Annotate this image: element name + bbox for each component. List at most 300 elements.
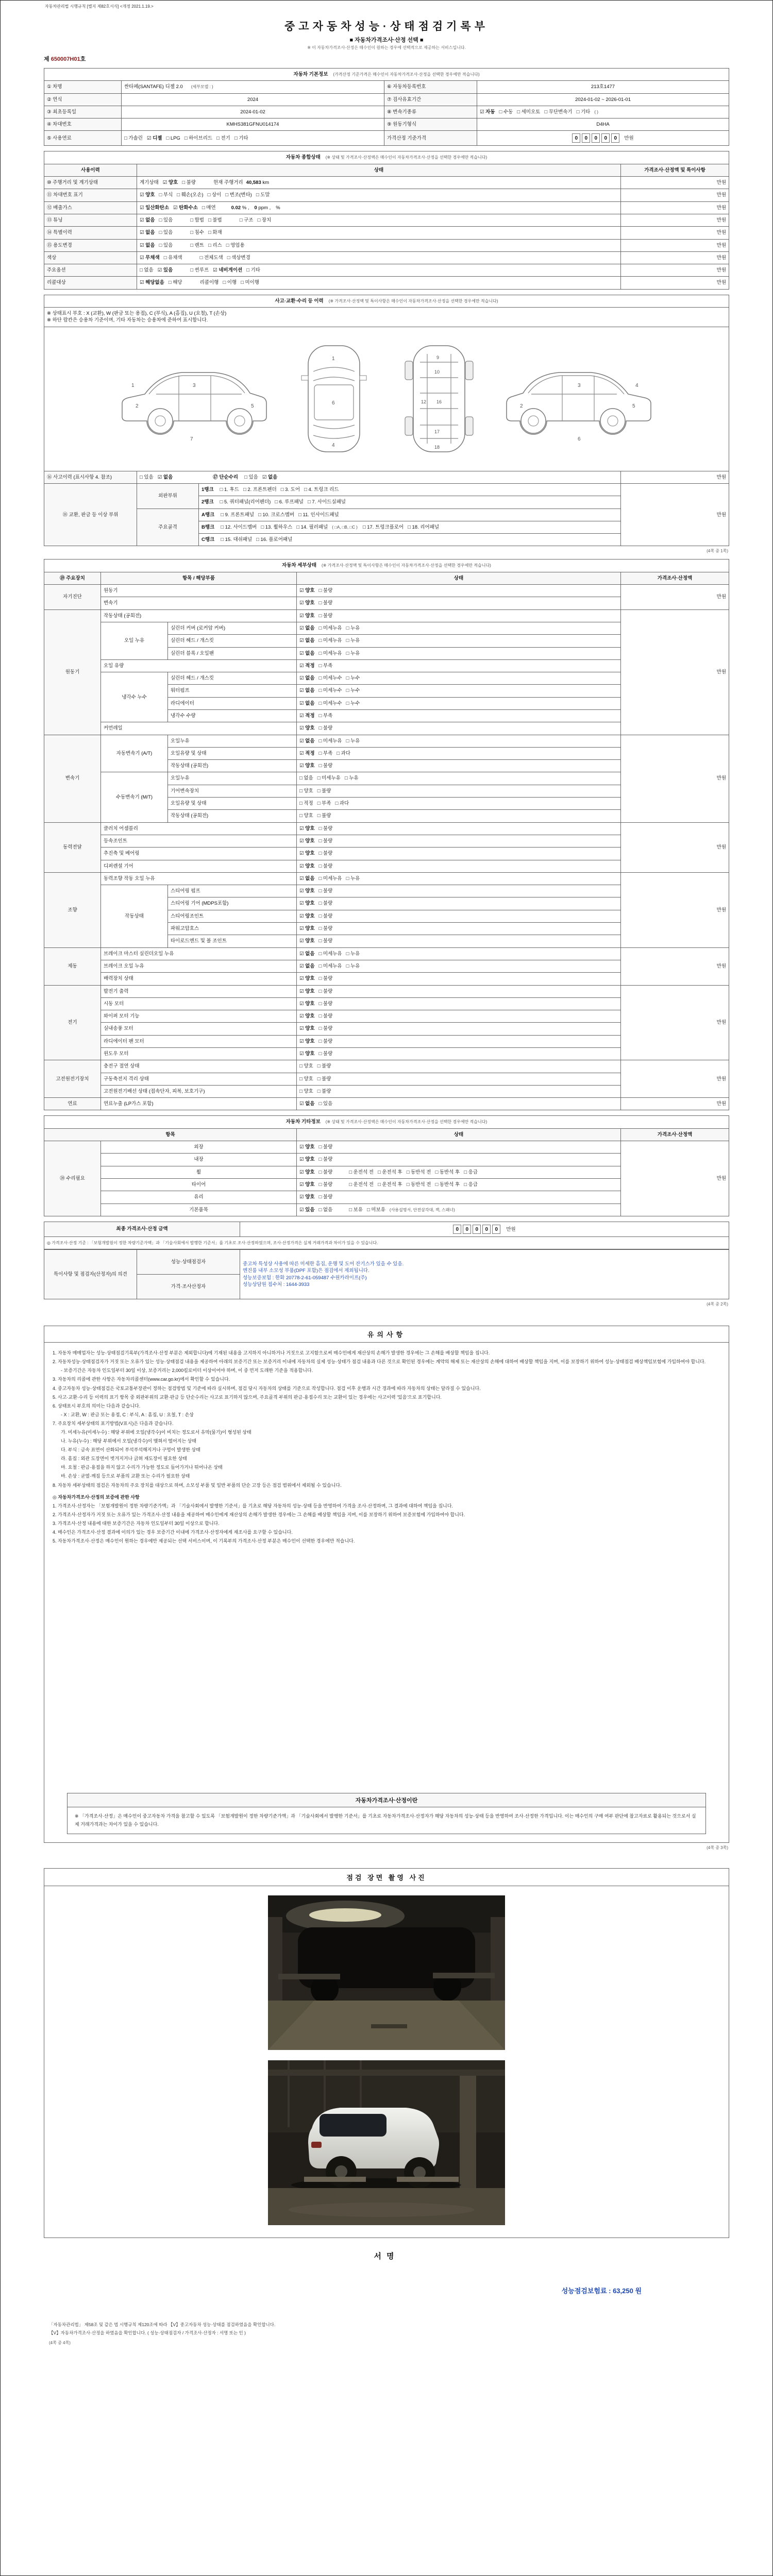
checkbox[interactable]: □ 불량 [318, 1013, 333, 1020]
cell [137, 227, 621, 239]
cell: 라디에이터 [168, 697, 297, 709]
checkbox-group [299, 1170, 337, 1175]
checkbox[interactable]: □ 5. 쿼터패널(리어펜더) [220, 499, 271, 505]
checkbox[interactable]: □ 7. 사이드실패널 [307, 499, 346, 505]
checkbox-checked[interactable]: ☑ 양호 [299, 1194, 315, 1200]
checkbox[interactable]: □ 운전석 후 [377, 1181, 402, 1188]
checkbox-checked[interactable]: ☑ 양호 [299, 838, 315, 844]
checkbox[interactable]: □ 영업용 [226, 242, 245, 248]
transmission-value [477, 106, 729, 118]
text: 만원 [624, 135, 634, 142]
checkbox[interactable]: □ 미세누수 [318, 675, 342, 682]
cell: 만원 [620, 1060, 729, 1098]
checkbox-group [299, 963, 364, 969]
checkbox[interactable]: □ 있음 [244, 474, 258, 480]
checkbox-checked[interactable]: ☑ 자동 [480, 109, 495, 115]
checkbox[interactable]: □ 있음 [159, 230, 173, 236]
checkbox-checked[interactable]: ☑ 양호 [299, 1001, 315, 1007]
checkbox[interactable]: □ 불량 [318, 600, 333, 606]
checkbox-checked[interactable]: ☑ 양호 [299, 1038, 315, 1044]
checkbox[interactable]: □ 불량 [318, 613, 333, 619]
checkbox[interactable]: □ 과다 [335, 801, 349, 807]
checkbox-checked[interactable]: ☑ 없음 [262, 474, 278, 480]
checkbox[interactable]: □ 장치 [257, 217, 272, 223]
cell [297, 1178, 621, 1191]
cell: ⑫ 배출가스 [44, 201, 137, 214]
notice-line: 5. 사고·교환·수리 등 이력의 표기 항목 중 외판부위의 교환·판금 등 단순수리는 사고로 표기하지 않으며, 주요골격 부위의 판금·용접수리 또는 교환이 있는 경우에는 사고이력 '있음'으로 표기합니다. [53, 1394, 442, 1400]
cell [297, 647, 621, 659]
checkbox[interactable]: □ 부족 [318, 663, 333, 669]
checkbox-group [299, 725, 337, 731]
form-reference: 자동차관리법 시행규칙 [별지 제82호서식] <개정 2021.1.19.> [45, 4, 154, 9]
checkbox[interactable]: □ 누유 [346, 875, 360, 882]
section-detail [44, 559, 729, 1110]
checkbox[interactable]: □ 상이 [207, 192, 222, 198]
checkbox[interactable]: □ 운전석 후 [377, 1169, 402, 1175]
checkbox-checked[interactable]: ☑ 없음 [299, 688, 315, 694]
checkbox[interactable]: □ 불량 [318, 1051, 333, 1057]
checkbox[interactable]: □ 불량 [318, 1038, 333, 1044]
checkbox-checked[interactable]: ☑ 양호 [299, 725, 315, 732]
checkbox[interactable]: □ 양호 [299, 1076, 313, 1082]
checkbox[interactable]: □ 해당 [168, 280, 182, 286]
checkbox-group [349, 1207, 390, 1213]
checkbox[interactable]: □ 적정 [299, 801, 313, 807]
checkbox[interactable]: □ 이행 [223, 280, 237, 286]
checkbox[interactable]: □ 렌트 [190, 242, 204, 248]
checkbox-group [299, 588, 337, 594]
checkbox-group [299, 989, 337, 994]
cell: 만원 [620, 985, 729, 1060]
checkbox[interactable]: □ 미세누유 [318, 638, 342, 644]
checkbox-checked[interactable]: ☑ 없음 [299, 638, 315, 644]
cell: 윈도우 모터 [101, 1048, 297, 1060]
checkbox[interactable]: □ 동반석 전 [406, 1169, 431, 1175]
notice-line: 마. 요철 : 판금·용접을 하지 않고 수리가 가능한 정도로 들어가거나 튀어나온 상태 [61, 1465, 223, 1470]
cell: 와이퍼 모터 기능 [101, 1010, 297, 1023]
cell: 리콜대상 [44, 277, 137, 289]
cell: 항목 [44, 1128, 297, 1141]
checkbox-group [299, 851, 337, 856]
checkbox-checked[interactable]: ☑ 양호 [299, 1144, 315, 1150]
checkbox[interactable]: □ 썬루프 [190, 267, 209, 274]
checkbox-checked[interactable]: ☑ 양호 [162, 180, 178, 186]
checkbox[interactable]: □ 불량 [318, 901, 333, 907]
checkbox-checked[interactable]: ☑ 양호 [299, 901, 315, 907]
cell: 스티어링 펌프 [168, 885, 297, 897]
checkbox[interactable]: □ 불법 [208, 217, 222, 223]
cell: 만원 [621, 214, 729, 226]
checkbox[interactable]: □ 불량 [182, 180, 196, 186]
checkbox[interactable]: □ 누유 [346, 738, 360, 744]
checkbox[interactable]: □ 미이행 [241, 280, 259, 286]
checkbox-checked[interactable]: ☑ 없음 [299, 700, 315, 706]
checkbox[interactable]: □ 불량 [318, 926, 333, 932]
checkbox[interactable]: □ 부족 [318, 750, 333, 756]
checkbox[interactable]: □ 훼손(오손) [177, 192, 204, 198]
checkbox[interactable]: □ 4. 트렁크 리드 [304, 486, 339, 493]
svg-text:9: 9 [436, 355, 440, 361]
checkbox[interactable]: □ 3. 도어 [280, 486, 300, 493]
text-small: (※ 상태 및 가격조사·산정액은 매수인이 자동차가격조사·산정을 선택한 경우에만 적습니다) [325, 1120, 488, 1125]
checkbox-checked[interactable]: ☑ 양호 [299, 763, 315, 769]
digit-box: 0 [482, 1225, 491, 1234]
svg-text:6: 6 [332, 400, 335, 406]
cell [297, 1035, 621, 1047]
checkbox[interactable]: □ 불량 [318, 1026, 333, 1032]
checkbox[interactable]: □ 불량 [318, 1001, 333, 1007]
checkbox-checked[interactable]: ☑ 없음 [299, 1101, 315, 1107]
checkbox-checked[interactable]: ☑ 양호 [299, 988, 315, 994]
checkbox-group [299, 1157, 337, 1162]
section-title-etc [44, 1116, 729, 1128]
checkbox[interactable]: □ 누유 [346, 638, 360, 644]
checkbox-group [299, 1001, 337, 1007]
checkbox-group [299, 738, 364, 744]
checkbox[interactable]: □ 유채색 [163, 255, 182, 261]
cell [297, 960, 621, 972]
checkbox[interactable]: □ 없음 [318, 1207, 333, 1213]
checkbox[interactable]: □ 불량 [317, 1076, 331, 1082]
checkbox[interactable]: □ 불량 [317, 1088, 331, 1094]
cell: 실린더 커버 (로커암 커버) [168, 622, 297, 634]
checkbox-group [299, 675, 364, 681]
car-diagram-underbody [395, 340, 483, 458]
checkbox-group [299, 763, 337, 769]
checkbox[interactable]: □ 있음 [159, 242, 173, 248]
checkbox-checked[interactable]: ☑ 양호 [299, 913, 315, 919]
checkbox[interactable]: □ 부족 [318, 713, 333, 719]
checkbox[interactable]: □ 6. 루프패널 [275, 499, 304, 505]
checkbox-checked[interactable]: ☑ 양호 [299, 888, 315, 894]
checkbox-checked[interactable]: ☑ 있음 [157, 267, 173, 274]
checkbox[interactable]: □ 불량 [318, 1194, 333, 1200]
cell: 타이어 [101, 1178, 297, 1191]
checkbox[interactable]: □ 불량 [318, 1181, 333, 1188]
model-year-label: ② 연식 [44, 93, 122, 106]
checkbox-checked[interactable]: ☑ 없음 [140, 217, 155, 223]
checkbox[interactable]: □ 불량 [318, 863, 333, 869]
checkbox[interactable]: □ 동반석 후 [435, 1181, 460, 1188]
checkbox-checked[interactable]: ☑ 양호 [299, 1157, 315, 1163]
checkbox[interactable]: □ 불량 [318, 725, 333, 732]
checkbox[interactable]: □ 수동 [499, 109, 513, 115]
svg-text:17: 17 [434, 429, 440, 435]
checkbox-group [349, 1182, 482, 1188]
checkbox-group [480, 109, 594, 115]
checkbox-group [299, 688, 364, 693]
checkbox[interactable]: □ 18. 리어패널 [408, 524, 440, 530]
checkbox[interactable]: □ 누유 [346, 625, 360, 631]
notice-line: 2. 가격조사·산정자가 거짓 또는 오류가 있는 가격조사·산정 내용을 제공하여 매수인에게 재산상의 손해가 발생한 경우에는 그 손해를 배상할 책임을 지며, 이를 보장하기 위하여 보증보험에 가입하여야 합니다. [53, 1512, 465, 1517]
checkbox[interactable]: □ 불량 [318, 938, 333, 944]
checkbox-checked[interactable]: ☑ 네비게이션 [213, 267, 243, 274]
checkbox[interactable]: □ 불량 [318, 851, 333, 857]
checkbox[interactable]: □ 11. 인사이드패널 [298, 512, 339, 518]
checkbox[interactable]: □ 양호 [299, 1088, 313, 1094]
checkbox-checked[interactable]: ☑ 양호 [299, 600, 315, 606]
cell: 주요골격 [137, 509, 199, 546]
checkbox[interactable]: □ 응급 [464, 1169, 478, 1175]
checkbox-group [349, 1170, 482, 1175]
checkbox[interactable]: □ 양호 [299, 813, 313, 819]
title-block [44, 18, 729, 63]
checkbox[interactable]: □ 양호 [299, 1063, 313, 1070]
checkbox[interactable]: □ 13. 휠하우스 [261, 524, 293, 530]
checkbox[interactable]: □ 누유 [344, 775, 359, 782]
checkbox-group [299, 600, 337, 606]
cell: 만원 [621, 177, 729, 189]
checkbox[interactable]: □ 미세누유 [318, 951, 342, 957]
cell: 냉각수 수량 [168, 709, 297, 722]
checkbox[interactable]: □ 10. 크로스멤버 [258, 512, 295, 518]
cell: 만원 [621, 239, 729, 251]
text: 현재 주행거리 [213, 180, 243, 186]
checkbox[interactable]: □ 불량 [317, 1063, 331, 1070]
checkbox-checked[interactable]: ☑ 없음 [157, 474, 173, 480]
checkbox[interactable]: □ 불량 [317, 813, 331, 819]
inspection-photo-underbody [268, 1895, 505, 2050]
checkbox[interactable]: □ 부족 [317, 801, 331, 807]
checkbox[interactable]: □ 합법 [190, 217, 204, 223]
checkbox[interactable]: □ 구조 [239, 217, 254, 223]
svg-text:5: 5 [632, 403, 635, 410]
etc-info-table [44, 1115, 729, 1216]
checkbox[interactable]: □ 화재 [208, 230, 222, 236]
checkbox[interactable]: □ 불량 [318, 825, 333, 832]
notice-line: - 보증기간은 자동차 인도일부터 30일 이상, 보증거리는 2,000킬로미터 이상이어야 하며, 이 중 먼저 도래한 기준을 적용합니다. [61, 1368, 313, 1374]
checkbox-checked[interactable]: ☑ 적정 [299, 750, 315, 756]
checkbox[interactable]: □ 15. 대쉬패널 [221, 537, 253, 543]
checkbox-checked[interactable]: ☑ 양호 [299, 588, 315, 594]
cell: ⑪ 차대번호 표기 [44, 189, 137, 201]
checkbox[interactable]: □ 누수 [346, 700, 360, 706]
checkbox[interactable]: □ 미세누유 [318, 625, 342, 631]
checkbox-checked[interactable]: ☑ 없음 [140, 230, 155, 236]
checkbox-checked[interactable]: ☑ 양호 [299, 926, 315, 932]
checkbox[interactable]: □ 미세누유 [317, 775, 341, 782]
checkbox[interactable]: □ 운전석 전 [349, 1169, 374, 1175]
notice-line: 1. 가격조사·산정자는 「보험개발원이 정한 차량기준가액」과 「기술사회에서 발행한 기준서」를 기초로 해당 자동차의 성능·상태 등을 반영하여 가격을 조사·산정하며, 그 결과에 대하여 책임을 집니다. [53, 1503, 453, 1509]
checkbox[interactable]: □ 12. 사이드멤버 [221, 524, 257, 530]
checkbox-checked[interactable]: ☑ 일산화탄소 [140, 205, 170, 211]
checkbox[interactable]: □ 변조(변타) [225, 192, 252, 198]
checkbox-checked[interactable]: ☑ 양호 [299, 613, 315, 619]
checkbox-checked[interactable]: ☑ 없음 [299, 963, 315, 969]
checkbox-checked[interactable]: ☑ 해당없음 [140, 280, 164, 286]
text-blue: 엔진룸 내부 소모성 부품(DPF 포함)은 점검에서 제외됩니다. [243, 1268, 369, 1274]
checkbox[interactable]: □ 매연 [201, 205, 216, 211]
checkbox-checked[interactable]: ☑ 양호 [299, 1013, 315, 1020]
checkbox[interactable]: □ 기타 [246, 267, 260, 274]
checkbox[interactable]: □ 14. 필러패널 [296, 524, 328, 530]
cell: 조향 [44, 872, 101, 947]
checkbox-checked[interactable]: ☑ 양호 [299, 1181, 315, 1188]
checkbox[interactable]: □ 가솔린 [124, 135, 143, 141]
cell: 상태 [297, 572, 621, 584]
photos-wrap [44, 1886, 729, 2238]
checkbox-group [299, 926, 337, 931]
text-bold: 자동차 기본정보 [293, 72, 328, 77]
inspection-period-label: ⑦ 검사유효기간 [384, 93, 477, 106]
checkbox[interactable]: □ 불량 [318, 1157, 333, 1163]
checkbox[interactable]: □ 동반석 후 [435, 1169, 460, 1175]
checkbox[interactable]: □ 누유 [346, 650, 360, 656]
engine-type-label: ⑨ 원동기형식 [384, 118, 477, 131]
checkbox[interactable]: □ 하이브리드 [184, 135, 213, 141]
checkbox[interactable]: □ 없음 [140, 267, 154, 274]
checkbox[interactable]: □ 미세누수 [318, 700, 342, 706]
checkbox-checked[interactable]: ☑ 없음 [299, 675, 315, 682]
text-bold: B랭크 [201, 524, 215, 530]
digit-box: 0 [601, 133, 610, 143]
checkbox[interactable]: □ 전체도색 [199, 255, 223, 261]
checkbox[interactable]: □ 9. 프론트패널 [221, 512, 255, 518]
checkbox-checked[interactable]: ☑ 양호 [299, 938, 315, 944]
checkbox[interactable]: □ 불량 [318, 988, 333, 994]
text: km [261, 180, 270, 186]
svg-text:3: 3 [578, 383, 581, 389]
cell: 오일누유 [168, 735, 297, 747]
checkbox[interactable]: □ 기타 [234, 135, 248, 141]
checkbox-checked[interactable]: ☑ 없음 [299, 738, 315, 744]
cell: 상태 [297, 1128, 621, 1141]
checkbox[interactable]: □ 불량 [318, 588, 333, 594]
checkbox-checked[interactable]: ☑ 디젤 [146, 135, 162, 141]
checkbox-group [299, 1144, 337, 1150]
checkbox[interactable]: □ 전기 [216, 135, 230, 141]
cell: 냉각수 누수 [101, 672, 168, 722]
transmission-label: ⑧ 변속기종류 [384, 106, 477, 118]
checkbox-checked[interactable]: ☑ 양호 [299, 1169, 315, 1175]
checkbox[interactable]: □ 운전석 전 [349, 1181, 374, 1188]
checkbox-checked[interactable]: ☑ 없음 [299, 625, 315, 631]
signature-section [44, 2243, 729, 2355]
text-small: ◎ 가격조사·산정 기준 : 「보험개발원이 정한 차량기준가액」과 「기술사회에서 발행한 기준서」를 기초로 조사·산정하였으며, 조사·산정가격은 실제 거래가격과 차이가 있을 수 있습니다. [47, 1240, 378, 1245]
page-marker-2: (4쪽 중 2쪽) [707, 1302, 728, 1307]
checkbox[interactable]: □ 있음 [159, 217, 173, 223]
checkbox[interactable]: □ 리스 [208, 242, 222, 248]
checkbox[interactable]: □ 기타 [576, 109, 591, 115]
checkbox[interactable]: □ 있음 [140, 474, 154, 480]
checkbox[interactable]: □ 양호 [299, 788, 313, 794]
cell [297, 885, 621, 897]
checkbox[interactable]: □ 미세누수 [318, 688, 342, 694]
checkbox[interactable]: □ 미세누유 [318, 738, 342, 744]
checkbox-checked[interactable]: ☑ 탄화수소 [173, 205, 198, 211]
cell [297, 798, 621, 810]
digit-box: 0 [492, 1225, 500, 1234]
notice-line: 나. 누유(누수) : 해당 부위에서 오일(냉각수)이 맺혀서 떨어지는 상태 [61, 1438, 197, 1444]
checkbox[interactable]: □ 누수 [346, 675, 360, 682]
checkbox[interactable]: □ 없음 [299, 775, 313, 782]
cell: 수동변속기 (M/T) [101, 772, 168, 822]
checkbox[interactable]: □ 불량 [317, 788, 331, 794]
checkbox[interactable]: □ 불량 [318, 838, 333, 844]
digit-box: 0 [473, 1225, 481, 1234]
checkbox-checked[interactable]: ☑ 양호 [299, 825, 315, 832]
notice-line: 3. 자동차의 리콜에 관한 사항은 자동차리콜센터(www.car.go.kr)에서 확인할 수 있습니다. [53, 1377, 230, 1382]
checkbox-group [244, 474, 281, 480]
inspection-photo-lifted-car [268, 2060, 505, 2225]
checkbox-checked[interactable]: ☑ 없음 [299, 951, 315, 957]
cell: 만원 [620, 947, 729, 985]
checkbox[interactable]: □ 미세누유 [318, 650, 342, 656]
car-name-value [122, 81, 384, 93]
notices-box [44, 1326, 729, 1842]
checkbox[interactable]: □ 1. 후드 [220, 486, 239, 493]
text-small: ( ) [594, 109, 598, 114]
checkbox[interactable]: □ 불량 [318, 763, 333, 769]
checkbox[interactable]: □ 미세누유 [318, 875, 342, 882]
cell: 브레이크 오일 누유 [101, 960, 297, 972]
notice-line: 바. 손상 : 균열·깨짐 등으로 부품의 교환 또는 수리가 필요한 상태 [61, 1473, 190, 1479]
checkbox[interactable]: □ 16. 플로어패널 [256, 537, 293, 543]
signature-title: 서명 [374, 2251, 399, 2261]
fuel-label: ⑤ 사용연료 [44, 131, 122, 146]
checkbox-checked[interactable]: ☑ 적정 [299, 713, 315, 719]
checkbox-checked[interactable]: ☑ 무채색 [140, 255, 160, 261]
checkbox[interactable]: □ 불량 [318, 913, 333, 919]
checkbox[interactable]: □ 세미오토 [517, 109, 541, 115]
text-bold: 자동차 종합상태 [285, 155, 321, 161]
checkbox[interactable]: □ 누수 [346, 688, 360, 694]
checkbox-checked[interactable]: ☑ 양호 [299, 1051, 315, 1057]
checkbox[interactable]: □ 색상변경 [227, 255, 250, 261]
checkbox[interactable]: □ 침수 [190, 230, 204, 236]
checkbox[interactable]: □ 불량 [318, 976, 333, 982]
checkbox-group [299, 1182, 337, 1188]
checkbox[interactable]: □ 누유 [346, 951, 360, 957]
checkbox[interactable]: □ 2. 프론트펜더 [243, 486, 277, 493]
checkbox[interactable]: □ 불량 [318, 1169, 333, 1175]
checkbox-checked[interactable]: ☑ 있음 [299, 1207, 315, 1213]
checkbox[interactable]: □ 부식 [159, 192, 173, 198]
section-basic-info [44, 68, 729, 146]
checkbox[interactable]: □ 보유 [349, 1207, 363, 1213]
checkbox[interactable]: □ 미세누유 [318, 963, 342, 969]
checkbox[interactable]: □ 응급 [464, 1181, 478, 1188]
checkbox-checked[interactable]: ☑ 양호 [299, 863, 315, 869]
cell: 디퍼렌셜 기어 [101, 860, 297, 872]
checkbox[interactable]: □ 불량 [318, 1144, 333, 1150]
checkbox[interactable]: □ 누유 [346, 963, 360, 969]
text: 리콜이행 [199, 280, 219, 286]
checkbox-checked[interactable]: ☑ 양호 [299, 976, 315, 982]
checkbox-checked[interactable]: ☑ 양호 [140, 192, 155, 198]
checkbox[interactable]: □ 동반석 전 [406, 1181, 431, 1188]
cell: 만원 [620, 822, 729, 872]
checkbox-checked[interactable]: ☑ 적정 [299, 663, 315, 669]
checkbox-checked[interactable]: ☑ 없음 [299, 875, 315, 882]
checkbox[interactable]: □ 미보유 [366, 1207, 385, 1213]
notice-line: 3. 가격조사·산정 내용에 대한 보증기간은 자동차 인도일부터 30일 이상으로 합니다. [53, 1520, 220, 1526]
checkbox[interactable]: □ 불량 [318, 888, 333, 894]
checkbox[interactable]: □ LPG [166, 135, 180, 141]
cell: ⑭ 특별이력 [44, 227, 137, 239]
checkbox[interactable]: □ 무단변속기 [544, 109, 573, 115]
colhead-price: 가격조사·산정액 및 특이사항 [621, 164, 729, 176]
checkbox[interactable]: □ 과다 [337, 750, 350, 756]
checkbox-checked[interactable]: ☑ 양호 [299, 1026, 315, 1032]
checkbox[interactable]: □ 17. 트렁크플로어 [362, 524, 404, 530]
checkbox-checked[interactable]: ☑ 없음 [140, 242, 155, 248]
checkbox[interactable]: □ 있음 [318, 1101, 333, 1107]
final-price-table [44, 1222, 729, 1249]
checkbox[interactable]: □ 도말 [256, 192, 270, 198]
checkbox-checked[interactable]: ☑ 양호 [299, 851, 315, 857]
checkbox-checked[interactable]: ☑ 없음 [299, 650, 315, 656]
